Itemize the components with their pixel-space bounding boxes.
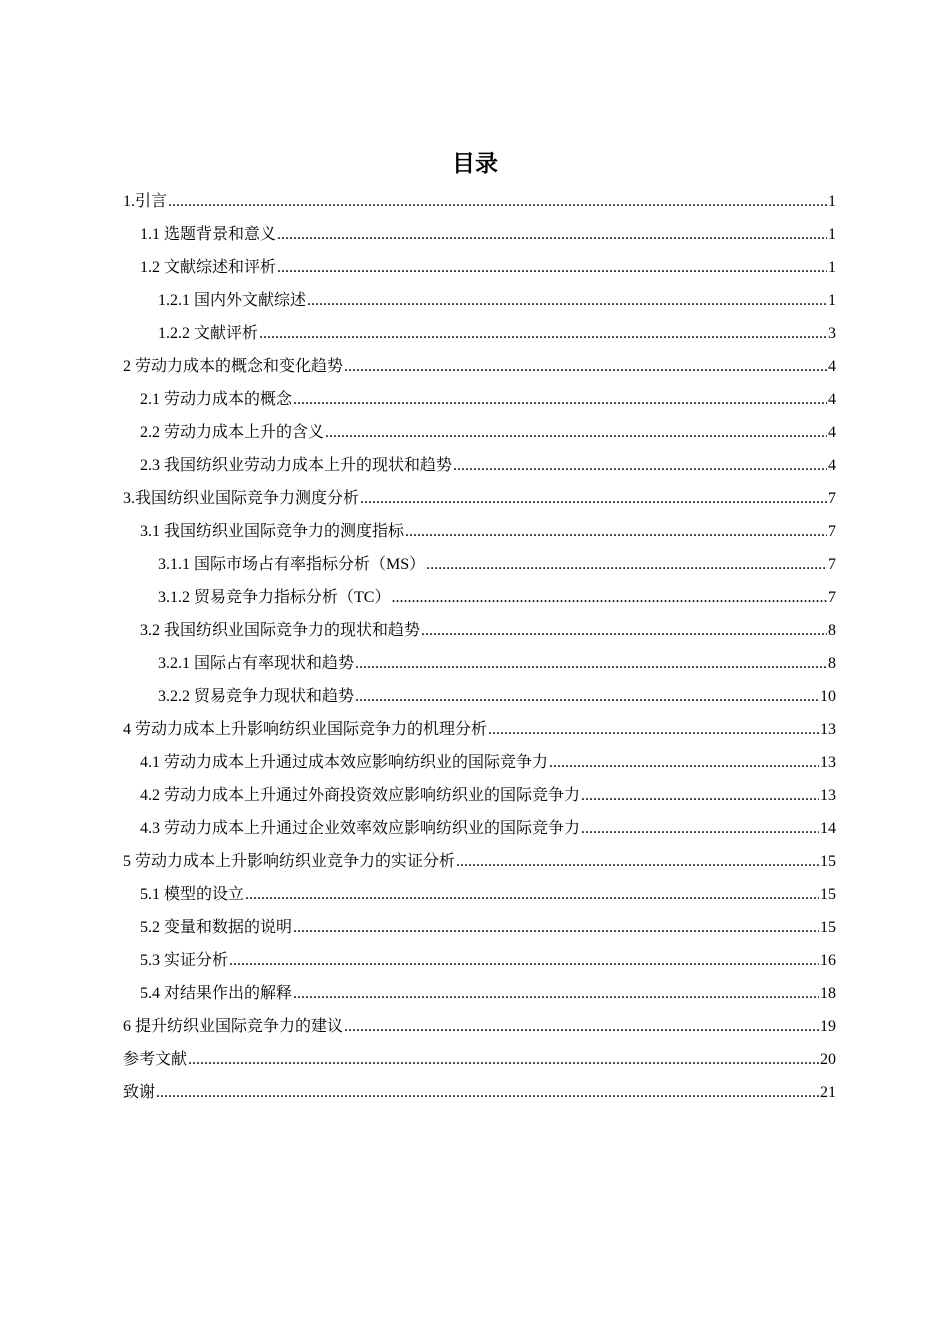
toc-page-number: 13 [820,721,836,738]
toc-page-number: 20 [820,1051,836,1068]
toc-page-number: 18 [820,985,836,1002]
toc-page-number: 4 [828,358,836,375]
toc-entry[interactable] [123,515,836,548]
toc-leader-dots [277,251,827,284]
toc-entry[interactable] [123,713,836,746]
toc-title: 目录 [452,151,498,177]
toc-entry[interactable] [123,614,836,647]
toc-entry[interactable] [123,383,836,416]
toc-leader-dots [229,944,819,977]
toc-leader-dots [355,680,819,713]
toc-page-number: 15 [820,853,836,870]
toc-page-number: 19 [820,1018,836,1035]
toc-leader-dots [245,878,819,911]
toc-page-number: 7 [828,490,836,507]
toc-entry[interactable] [123,548,836,581]
toc-leader-dots [344,1010,819,1043]
toc-leader-dots [344,350,827,383]
toc-entry-text: 5.2 变量和数据的说明 [140,919,293,936]
toc-entry-text: 4.3 劳动力成本上升通过企业效率效应影响纺织业的国际竞争力 [140,820,581,837]
toc-entry[interactable] [123,449,836,482]
toc-entry[interactable] [123,680,836,713]
toc-leader-dots [581,779,819,812]
toc-entry[interactable] [123,1076,836,1109]
toc-leader-dots [426,548,827,581]
toc-page-number: 8 [828,655,836,672]
toc-leader-dots [259,317,827,350]
toc-entry[interactable] [123,647,836,680]
toc-entry[interactable] [123,746,836,779]
toc-page-number: 15 [820,919,836,936]
toc-entry-text: 5.4 对结果作出的解释 [140,985,293,1002]
toc-leader-dots [293,977,819,1010]
toc-entry-text: 1.引言 [123,193,168,210]
toc-entry[interactable] [123,944,836,977]
toc-entry[interactable] [123,218,836,251]
toc-entry-text: 5.3 实证分析 [140,952,229,969]
toc-entry-text: 参考文献 [123,1051,188,1068]
toc-leader-dots [168,185,827,218]
toc-entry-text: 2.2 劳动力成本上升的含义 [140,424,325,441]
toc-page-number: 4 [828,424,836,441]
toc-page-number: 15 [820,886,836,903]
toc-leader-dots [277,218,827,251]
toc-entry-text: 2.3 我国纺织业劳动力成本上升的现状和趋势 [140,457,453,474]
toc-entry[interactable] [123,251,836,284]
toc-entry[interactable] [123,1043,836,1076]
toc-page-number: 1 [828,226,836,243]
toc-page-number: 13 [820,787,836,804]
toc-entry-text: 2 劳动力成本的概念和变化趋势 [123,358,344,375]
toc-leader-dots [307,284,827,317]
toc-entry[interactable] [123,845,836,878]
toc-entry-text: 5.1 模型的设立 [140,886,245,903]
toc-entry-text: 4 劳动力成本上升影响纺织业国际竞争力的机理分析 [123,721,488,738]
toc-leader-dots [293,383,827,416]
toc-page-number: 7 [828,589,836,606]
toc-entry-text: 1.2.2 文献评析 [158,325,259,342]
toc-page-number: 7 [828,556,836,573]
toc-page-number: 1 [828,259,836,276]
toc-entry[interactable] [123,779,836,812]
toc-entry-text: 3.2.2 贸易竞争力现状和趋势 [158,688,355,705]
toc-leader-dots [581,812,819,845]
toc-page-number: 14 [820,820,836,837]
toc-entry-text: 1.2 文献综述和评析 [140,259,277,276]
toc-leader-dots [360,482,827,515]
toc-entry-text: 3.1.2 贸易竞争力指标分析（TC） [158,589,391,606]
toc-leader-dots [456,845,819,878]
toc-entry[interactable] [123,812,836,845]
toc-leader-dots [421,614,827,647]
toc-entry-text: 2.1 劳动力成本的概念 [140,391,293,408]
toc-leader-dots [156,1076,819,1109]
toc-leader-dots [391,581,827,614]
toc-entry[interactable] [123,911,836,944]
toc-page-number: 1 [828,193,836,210]
toc-list [123,185,836,1109]
toc-entry-text: 6 提升纺织业国际竞争力的建议 [123,1018,344,1035]
toc-entry-text: 3.1.1 国际市场占有率指标分析（MS） [158,556,426,573]
toc-entry-text: 3.1 我国纺织业国际竞争力的测度指标 [140,523,405,540]
toc-entry-text: 致谢 [123,1084,156,1101]
toc-page-number: 13 [820,754,836,771]
toc-entry[interactable] [123,1010,836,1043]
toc-page-number: 4 [828,457,836,474]
toc-page-number: 8 [828,622,836,639]
toc-entry-text: 1.1 选题背景和意义 [140,226,277,243]
toc-entry[interactable] [123,482,836,515]
toc-entry-text: 4.2 劳动力成本上升通过外商投资效应影响纺织业的国际竞争力 [140,787,581,804]
toc-page-number: 3 [828,325,836,342]
toc-entry-text: 4.1 劳动力成本上升通过成本效应影响纺织业的国际竞争力 [140,754,549,771]
toc-page-number: 10 [820,688,836,705]
toc-leader-dots [293,911,819,944]
toc-entry[interactable] [123,185,836,218]
toc-page-number: 21 [820,1084,836,1101]
toc-entry[interactable] [123,416,836,449]
toc-page-number: 7 [828,523,836,540]
toc-leader-dots [488,713,819,746]
toc-leader-dots [549,746,819,779]
toc-leader-dots [325,416,827,449]
toc-entry-text: 3.我国纺织业国际竞争力测度分析 [123,490,360,507]
toc-entry-text: 3.2 我国纺织业国际竞争力的现状和趋势 [140,622,421,639]
toc-entry[interactable] [123,977,836,1010]
toc-leader-dots [355,647,827,680]
toc-entry-text: 1.2.1 国内外文献综述 [158,292,307,309]
toc-leader-dots [188,1043,819,1076]
toc-page-number: 4 [828,391,836,408]
toc-page-number: 16 [820,952,836,969]
toc-entry-text: 5 劳动力成本上升影响纺织业竞争力的实证分析 [123,853,456,870]
toc-entry[interactable] [123,317,836,350]
toc-page-number: 1 [828,292,836,309]
toc-entry[interactable] [123,350,836,383]
toc-leader-dots [405,515,827,548]
toc-entry[interactable] [123,581,836,614]
toc-entry[interactable] [123,878,836,911]
toc-leader-dots [453,449,827,482]
toc-entry[interactable] [123,284,836,317]
toc-entry-text: 3.2.1 国际占有率现状和趋势 [158,655,355,672]
